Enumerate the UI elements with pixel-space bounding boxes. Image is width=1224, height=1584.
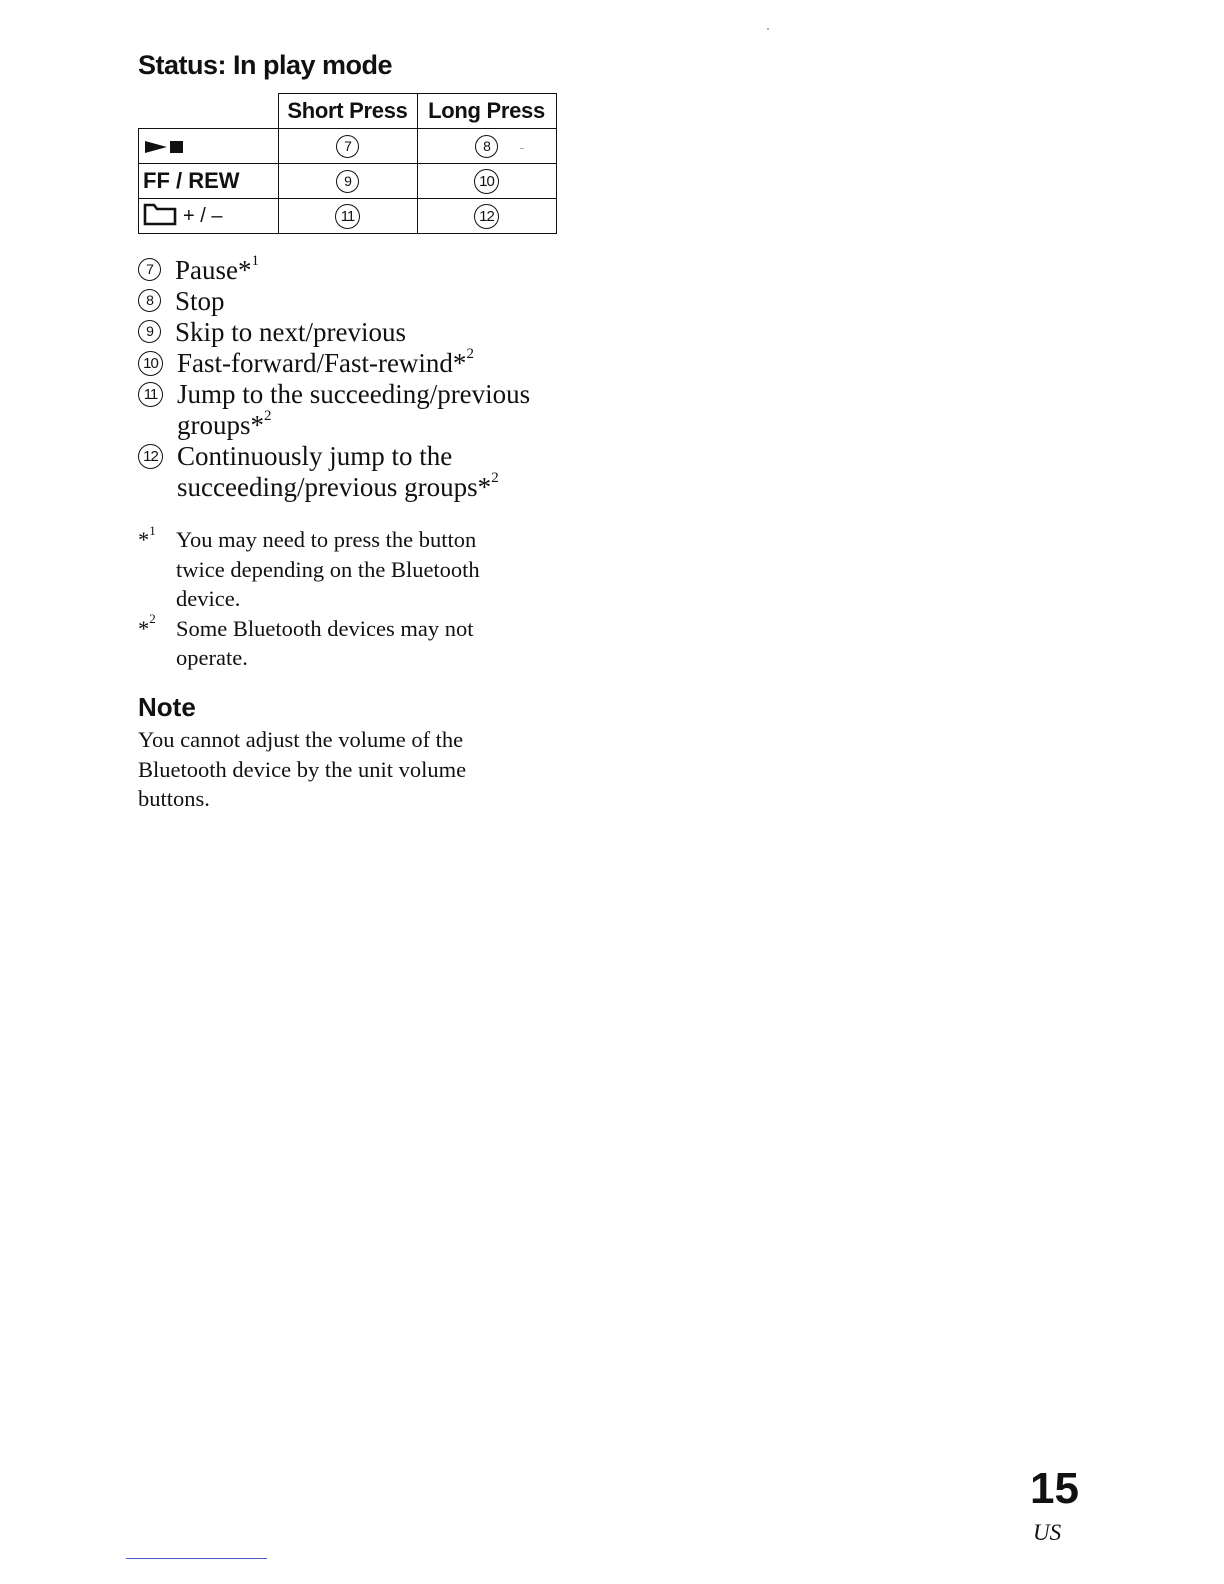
circled-number: 12 <box>138 444 163 469</box>
cell-short-play <box>278 129 417 164</box>
footnote-sup: 1 <box>149 522 156 538</box>
row-label-folder <box>139 199 279 234</box>
item-text: Jump to the succeeding/previous groups* <box>177 379 531 440</box>
speck <box>767 28 769 30</box>
table-row <box>139 129 557 164</box>
item-text: Stop <box>175 286 225 316</box>
speck <box>520 148 524 149</box>
footnote-mark: * <box>138 527 150 552</box>
circled-number: 11 <box>138 382 163 407</box>
circled-number: 9 <box>336 170 359 193</box>
plus-minus-label: + / – <box>183 204 223 227</box>
list-item <box>138 379 557 441</box>
section-title: Status: In play mode <box>138 50 393 80</box>
row-label-play-stop <box>139 129 279 164</box>
circled-number: 7 <box>336 135 359 158</box>
list-item <box>138 441 557 503</box>
circled-number: 12 <box>474 204 499 229</box>
footnote-mark: * <box>138 615 150 641</box>
item-text: Skip to next/previous <box>175 317 406 347</box>
footer-rule <box>126 1558 267 1559</box>
footnote-sup: 2 <box>149 611 156 626</box>
item-text: Continuously jump to the succeeding/previous groups* <box>177 441 492 502</box>
footnote <box>138 522 516 614</box>
table-row <box>139 199 557 234</box>
item-sup: 1 <box>251 253 259 269</box>
page-number: 15 <box>1030 1464 1079 1513</box>
cell-long-folder <box>417 199 556 234</box>
circled-number: 8 <box>475 135 498 158</box>
list-item <box>138 348 557 379</box>
circled-number: 7 <box>138 258 161 281</box>
cell-long-play <box>417 129 556 164</box>
item-text: Pause* <box>175 255 252 285</box>
item-sup: 2 <box>264 408 272 424</box>
item-sup: 2 <box>466 346 474 362</box>
list-item <box>138 255 557 286</box>
table-header-row <box>139 94 557 129</box>
play-stop-icon <box>143 138 187 156</box>
table-row <box>139 164 557 199</box>
footnote <box>138 611 516 673</box>
list-item <box>138 286 557 317</box>
header-short-press: Short Press <box>278 94 417 129</box>
button-function-table <box>138 93 557 234</box>
item-sup: 2 <box>491 470 499 486</box>
footnote-text: Some Bluetooth devices may not operate. <box>176 615 474 670</box>
footnotes <box>138 522 516 673</box>
table-corner <box>139 94 279 129</box>
circled-number: 11 <box>335 204 360 229</box>
folder-icon <box>143 200 177 232</box>
region-code: US <box>1033 1520 1062 1545</box>
header-long-press: Long Press <box>417 94 556 129</box>
note-heading: Note <box>138 692 196 722</box>
row-label-ff-rew: FF / REW <box>139 164 279 199</box>
cell-short-folder <box>278 199 417 234</box>
list-item <box>138 317 557 348</box>
circled-number: 10 <box>138 351 163 376</box>
footnote-text: You may need to press the button twice depending on the Bluetooth device. <box>176 527 480 611</box>
note-body: You cannot adjust the volume of the Bluetooth device by the unit volume buttons. <box>138 727 467 811</box>
item-text: Fast-forward/Fast-rewind* <box>177 348 467 378</box>
circled-number: 9 <box>138 320 161 343</box>
circled-number: 8 <box>138 289 161 312</box>
function-list <box>138 255 557 503</box>
circled-number: 10 <box>474 169 499 194</box>
cell-long-ff <box>417 164 556 199</box>
cell-short-ff <box>278 164 417 199</box>
